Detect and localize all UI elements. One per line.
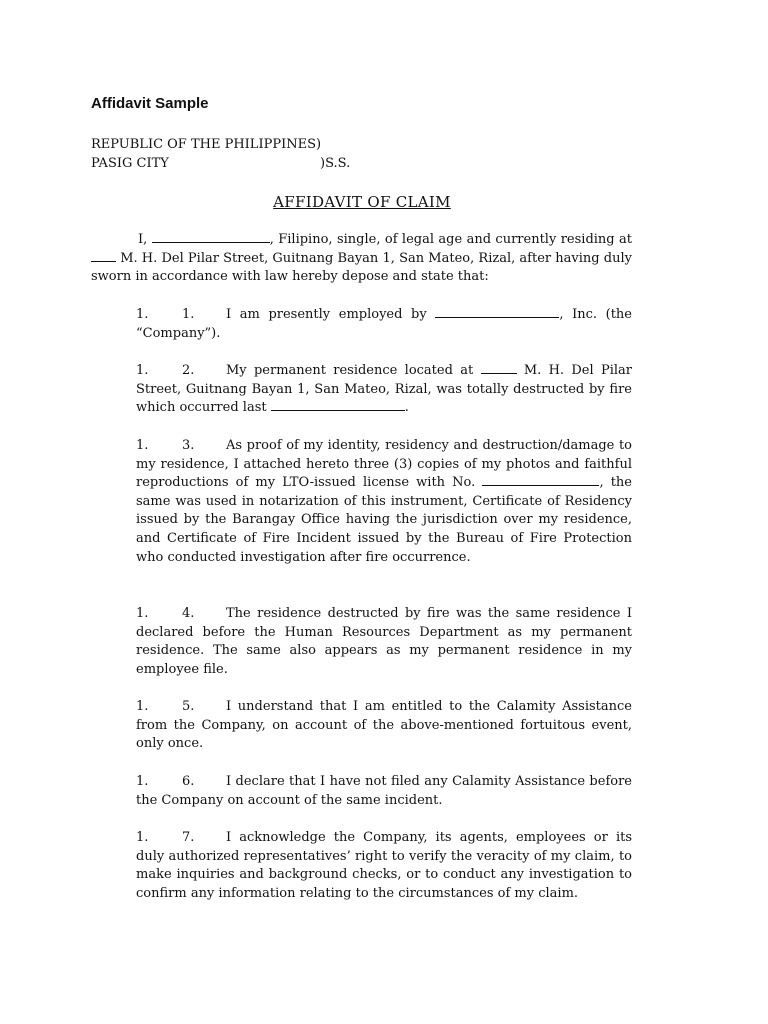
- list-item: [136, 829, 632, 903]
- item-text: My permanent residence located at: [226, 363, 474, 378]
- item-text: I acknowledge the Company, its agents, employees or its duly authorized representatives’ right to verify the veracity of my claim, to make inquiries and background checks, or to conduct any investigation to confirm any information relating to the circumstances of my claim.: [136, 830, 632, 901]
- city-name: PASIG CITY: [91, 156, 169, 171]
- list-item: [136, 698, 632, 754]
- residence-number-blank: [481, 363, 517, 374]
- document-title: [0, 193, 768, 211]
- list-item: [136, 437, 632, 567]
- item-text-continued: , the same was used in notarization of this instrument, Certificate of Residency issued by the Barangay Office having the jurisdiction over my residence, and Certificate of Fire Incident issued by the Bureau of Fire Protection who conducted investigation after fire occurrence.: [136, 475, 632, 565]
- list-item: [136, 773, 632, 810]
- item-inner-number: 6.: [182, 774, 195, 789]
- item-text-end: .: [404, 400, 409, 416]
- list-item: [136, 362, 632, 418]
- fire-date-blank: [271, 400, 405, 411]
- item-outer-number: 1.: [136, 438, 149, 453]
- intro-text-2: M. H. Del Pilar Street, Guitnang Bayan 1, San Mateo, Rizal, after having duly sworn in accordance with law hereby depose and state that:: [91, 250, 632, 285]
- item-outer-number: 1.: [136, 830, 149, 845]
- item-text: As proof of my identity, residency and destruction/damage to my residence, I attached hereto three (3) copies of my photos and faithful reproductions of my LTO-issued license with No.: [136, 438, 632, 491]
- intro-prefix: I,: [138, 232, 148, 247]
- city-line: [91, 154, 350, 173]
- item-text: I declare that I have not filed any Calamity Assistance before the Company on account of the same incident.: [136, 774, 632, 808]
- employer-blank: [435, 307, 559, 318]
- item-inner-number: 3.: [182, 438, 195, 453]
- item-outer-number: 1.: [136, 699, 149, 714]
- item-inner-number: 2.: [182, 363, 195, 378]
- item-text: The residence destructed by fire was the same residence I declared before the Human Resources Department as my permanent residence. The same also appears as my permanent residence in my employee file.: [136, 606, 632, 677]
- intro-paragraph: [91, 231, 632, 287]
- intro-text-1: , Filipino, single, of legal age and currently residing at: [269, 232, 633, 247]
- ss-marker: )S.S.: [320, 156, 351, 171]
- item-inner-number: 7.: [182, 830, 195, 845]
- caption-header: [91, 135, 350, 173]
- item-outer-number: 1.: [136, 307, 149, 322]
- name-blank: [152, 232, 270, 243]
- item-text: I am presently employed by: [226, 307, 427, 322]
- item-outer-number: 1.: [136, 363, 149, 378]
- item-text-continued: , Inc. (the “Company”).: [136, 307, 632, 341]
- republic-line: REPUBLIC OF THE PHILIPPINES): [91, 137, 322, 152]
- list-item: [136, 605, 632, 679]
- page-label: Affidavit Sample: [91, 95, 209, 112]
- item-inner-number: 4.: [182, 606, 195, 621]
- item-text: I understand that I am entitled to the Calamity Assistance from the Company, on account of the above-mentioned fortuitous event, only once.: [136, 699, 632, 752]
- item-outer-number: 1.: [136, 606, 149, 621]
- document-title-text: AFFIDAVIT OF CLAIM: [273, 193, 451, 211]
- item-outer-number: 1.: [136, 774, 149, 789]
- address-number-blank: [91, 251, 116, 262]
- license-number-blank: [482, 475, 599, 486]
- item-inner-number: 5.: [182, 699, 195, 714]
- list-item: [136, 306, 632, 343]
- item-inner-number: 1.: [182, 307, 195, 322]
- item-text-continued: M. H. Del Pilar Street, Guitnang Bayan 1, San Mateo, Rizal, was totally destructed by fire which occurred last: [136, 363, 632, 416]
